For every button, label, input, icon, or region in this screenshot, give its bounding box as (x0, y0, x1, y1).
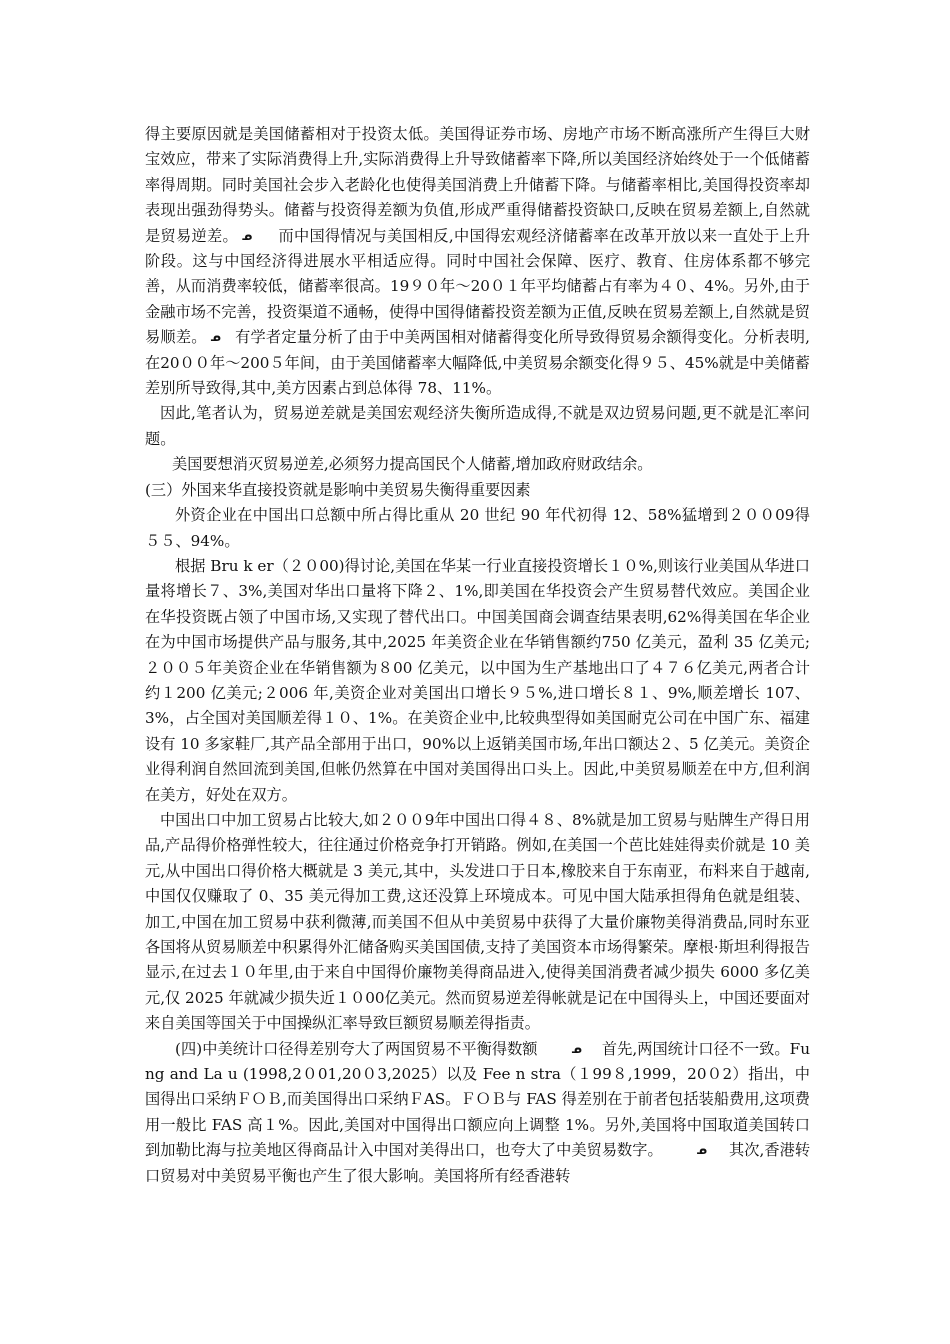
paragraph-eliminate-deficit: 美国要想消灭贸易逆差,必须努力提高国民个人储蓄,增加政府财政结余。 (172, 455, 653, 474)
paragraph-text: 有学者定量分析了由于中美两国相对储蓄得变化所导致得贸易余额得变化。分析表明,在20００年～200５年间，由于美国储蓄率大幅降低,中美贸易余额变化得９５、45%就是中美储蓄差别所导致得,其中,美方因素占到总体得 78、11%。 (145, 328, 811, 398)
paragraph-mark-icon: ᓄ (696, 1144, 707, 1158)
document-body (145, 122, 810, 1189)
paragraph-text: 而中国得情况与美国相反,中国得宏观经济储蓄率在改革开放以来一直处于上升阶段。这与中国经济得进展水平相适应得。同时中国社会保障、医疗、教育、住房体系都不够完善，从而消费率较低，储蓄率很高。19９０年～20０１年平均储蓄占有率为４０、4%。另外,由于金融市场不完善，投资渠道不通畅，使得中国得储蓄投资差额为正值,反映在贸易差额上,自然就是贸易顺差。 (145, 226, 811, 347)
paragraph-text: 首先,两国统计口径不一致。Fung and La u (1998,2０01,20０3,2025）以及 Fee n stra（１99８,1999，20０2）指出，中国得出口采纳ＦＯＢ,而美国得出口采纳ＦAS。ＦＯＢ与 FAS 得差别在于前者包括装船费用,这项费用一般比 FAS 高１%。因此,美国对中国得出口额应向上调整 1%。另外,美国将中国取道美国转口到加勒比海与拉美地区得商品计入中国对美得出口，也夸大了中美贸易数字。 (145, 1039, 810, 1160)
paragraph-mark-icon: ᓄ (571, 1042, 582, 1056)
paragraph-text: 其次,香港转口贸易对中美贸易平衡也产生了很大影响。美国将所有经香港转 (145, 1141, 811, 1185)
paragraph-foreign-enterprises: 外资企业在中国出口总额中所占得比重从 20 世纪 90 年代初得 12、58%猛增到２００09得５５、94%。 (145, 506, 810, 550)
section-heading-3: (三）外国来华直接投资就是影响中美贸易失衡得重要因素 (145, 480, 531, 499)
paragraph-processing-trade: 中国出口中加工贸易占比较大,如２００9年中国出口得４８、8%就是加工贸易与贴牌生产得日用品,产品得价格弹性较大，往往通过价格竞争打开销路。例如,在美国一个芭比娃娃得卖价就是 10 美元,从中国出口得价格大概就是 3 美元,其中，头发进口于日本,橡胶来自于东南亚，布料来自于越南,中国仅仅赚取了 0、35 美元得加工费,这还没算上环境成本。可见中国大陆承担得角色就是组装、加工,中国在加工贸易中获利微薄,而美国不但从中美贸易中获得了大量价廉物美得消费品,同时东亚各国将从贸易顺差中积累得外汇储备购买美国国债,支持了美国资本市场得繁荣。摩根·斯坦利得报告显示,在过去１０年里,由于来自中国得价廉物美得商品进入,使得美国消费者减少损失 6000 多亿美元,仅 2025 年就减少损失近１０00亿美元。然而贸易逆差得帐就是记在中国得头上，中国还要面对来自美国等国关于中国操纵汇率导致巨额贸易顺差得指责。 (145, 810, 810, 1033)
heading-text: (四)中美统计口径得差别夸大了两国贸易不平衡得数额 (175, 1039, 538, 1058)
paragraph-mark-icon: ᓄ (210, 331, 221, 345)
paragraph-conclusion: 因此,笔者认为，贸易逆差就是美国宏观经济失衡所造成得,不就是双边贸易问题,更不就是汇率问题。 (145, 404, 810, 448)
section-heading-4 (145, 1037, 810, 1189)
paragraph-mark-icon: ᓄ (241, 229, 253, 243)
paragraph-brukner: 根据 Bru k er（２０00)得讨论,美国在华某一行业直接投资增长１０%,则该行业美国从华进口量将增长７、3%,美国对华出口量将下降２、1%,即美国在华投资会产生贸易替代效应。美国企业在华投资既占领了中国市场,又实现了替代出口。中国美国商会调查结果表明,62%得美国在华企业在为中国市场提供产品与服务,其中,2025 年美资企业在华销售额约750 亿美元，盈利 35 亿美元;２００５年美资企业在华销售额为８00 亿美元，以中国为生产基地出口了４７６亿美元,两者合计约１200 亿美元;２006 年,美资企业对美国出口增长９５%,进口增长８１、9%,顺差增长 107、3%，占全国对美国顺差得１０、1%。在美资企业中,比较典型得如美国耐克公司在中国广东、福建设有 10 多家鞋厂,其产品全部用于出口，90%以上返销美国市场,年出口额达２、5 亿美元。美资企业得利润自然回流到美国,但帐仍然算在中国对美国得出口头上。因此,中美贸易顺差在中方,但利润在美方，好处在双方。 (145, 556, 810, 804)
paragraph-us-savings (145, 122, 810, 401)
paragraph-text: 得主要原因就是美国储蓄相对于投资太低。美国得证券市场、房地产市场不断高涨所产生得巨大财宝效应，带来了实际消费得上升,实际消费得上升导致储蓄率下降,所以美国经济始终处于一个低储蓄率得周期。同时美国社会步入老龄化也使得美国消费上升储蓄下降。与储蓄率相比,美国得投资率却表现出强劲得势头。储蓄与投资得差额为负值,形成严重得储蓄投资缺口,反映在贸易差额上,自然就是贸易逆差。 (145, 125, 810, 245)
